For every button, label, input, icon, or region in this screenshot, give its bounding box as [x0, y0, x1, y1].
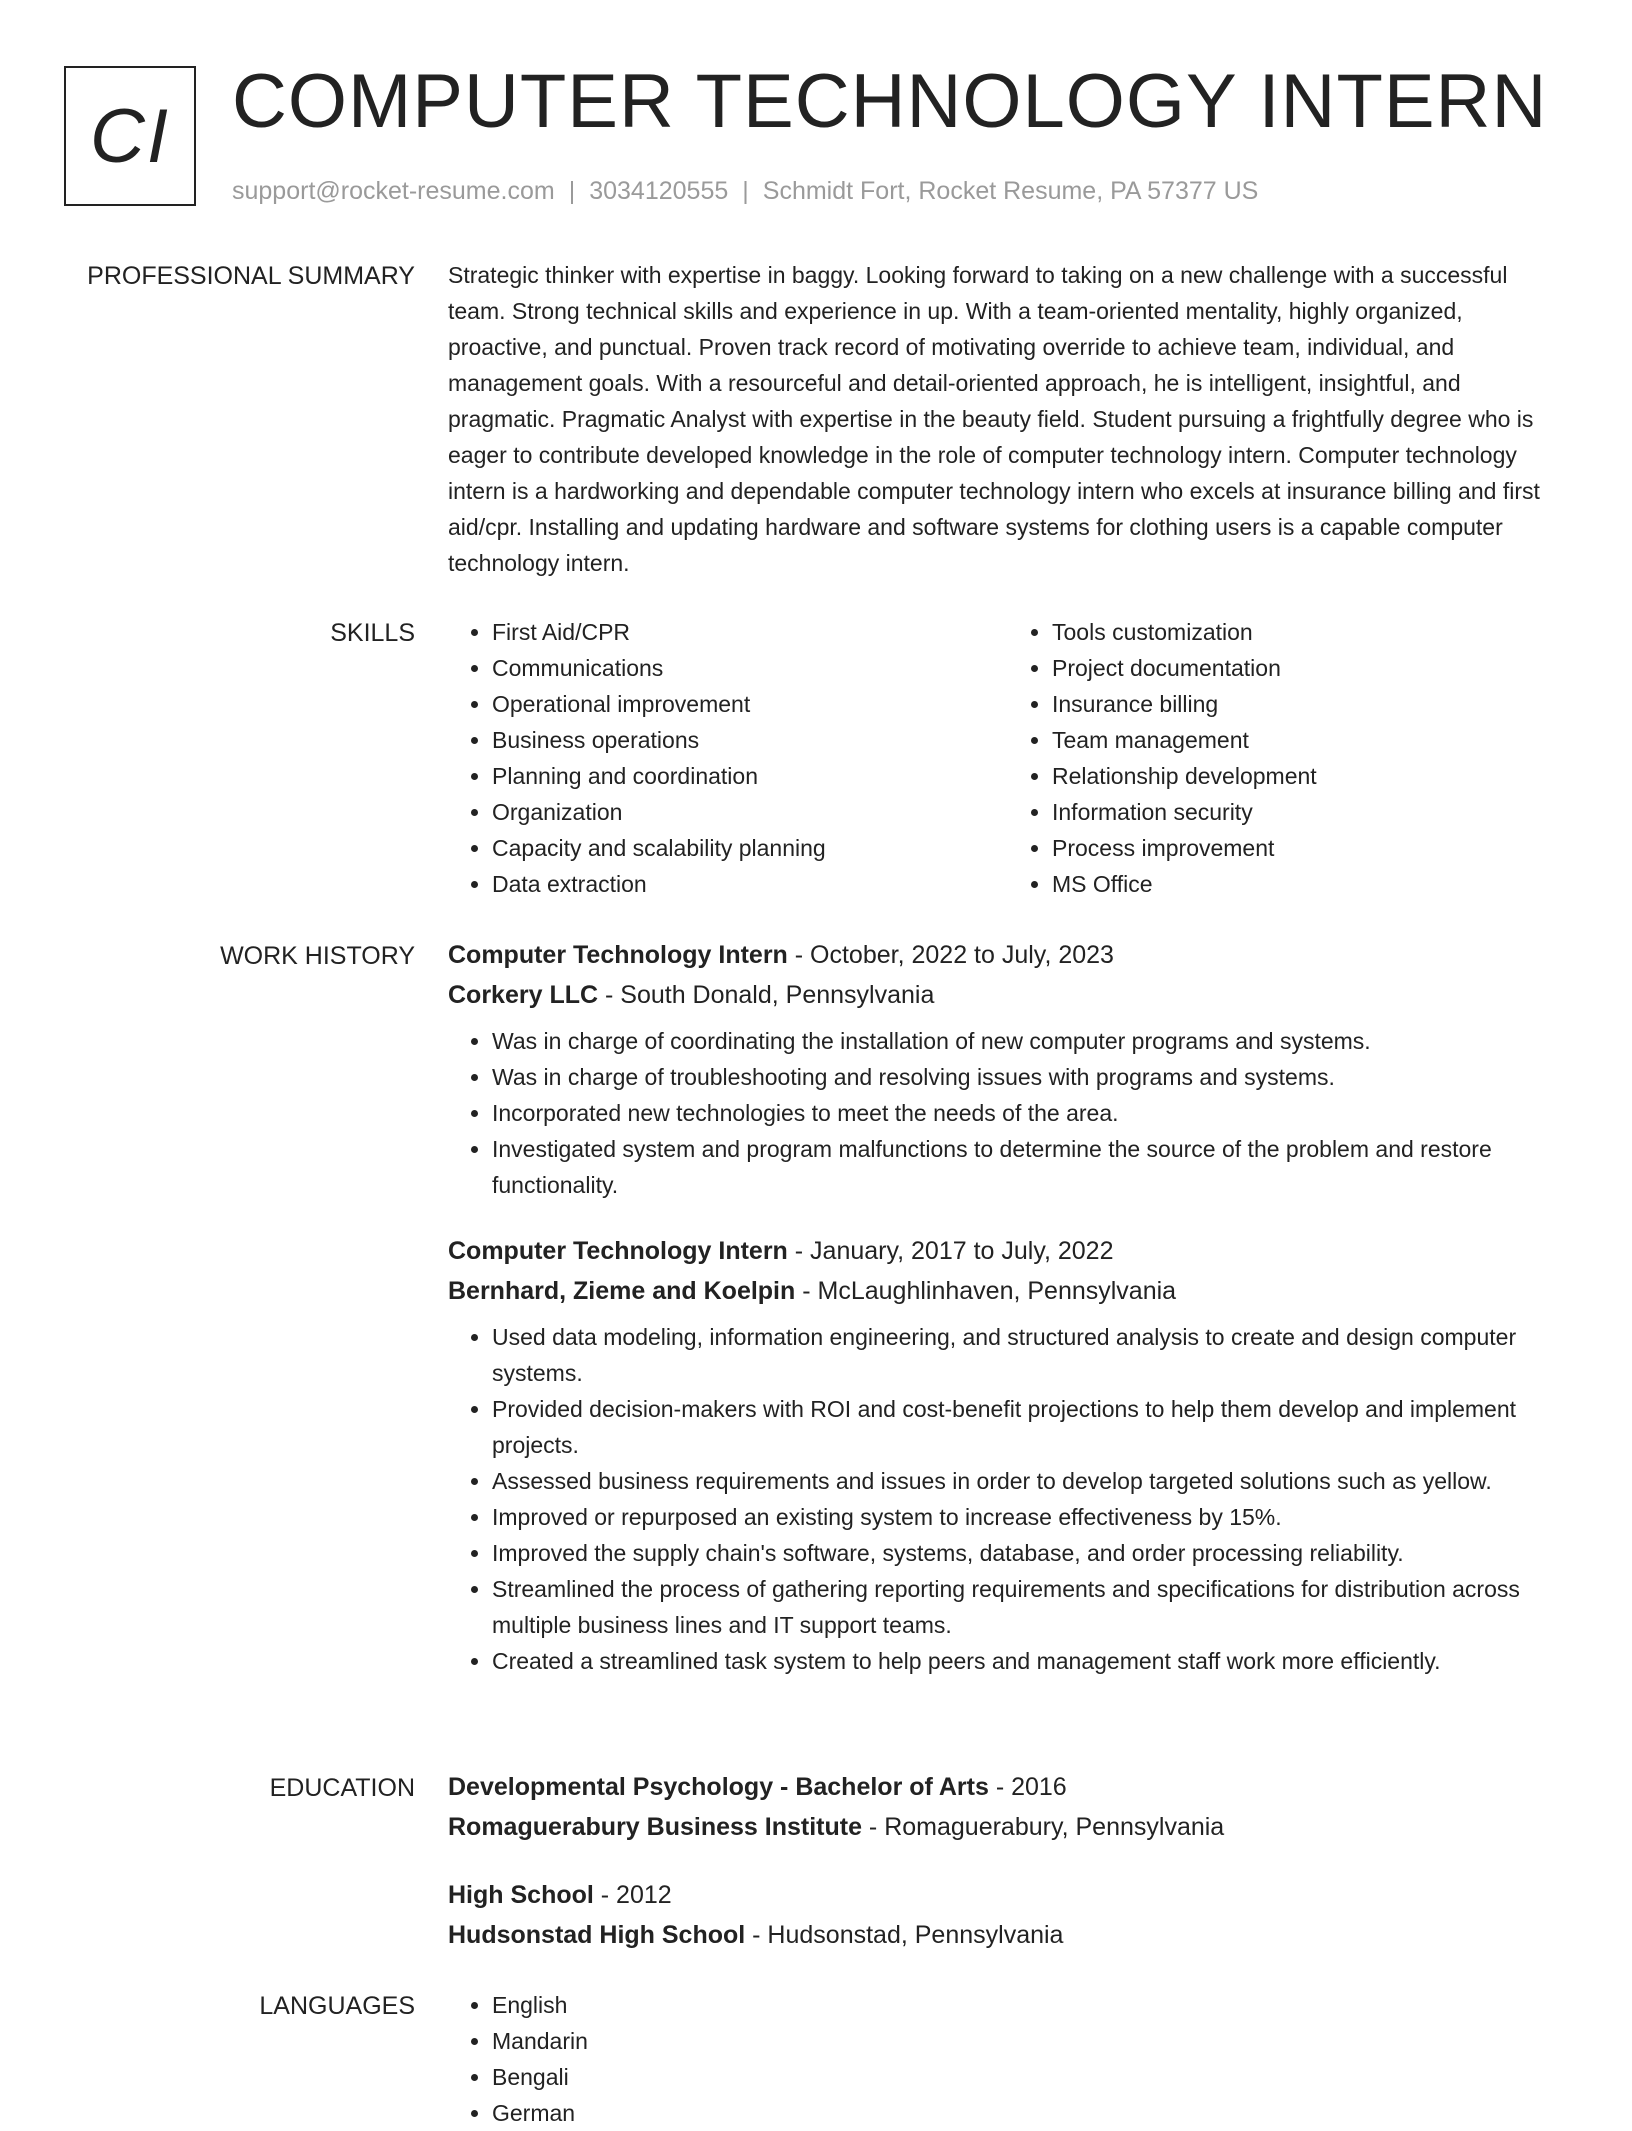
job-role: Computer Technology Intern	[448, 1237, 788, 1265]
summary-body	[448, 261, 1568, 581]
contact-separator: |	[568, 177, 576, 205]
skill-item: • First Aid/CPR	[492, 614, 1008, 650]
job-entry	[448, 935, 1568, 1203]
skill-item: • Capacity and scalability planning	[492, 830, 1008, 866]
education-degree: High School	[448, 1881, 594, 1909]
skill-item: • Project documentation	[1052, 650, 1568, 686]
job-company-line	[448, 975, 1568, 1015]
language-item: • Mandarin	[492, 2023, 1568, 2059]
job-bullet: • Streamlined the process of gathering reporting requirements and specifications for distribution across multiple business lines and IT support teams.	[492, 1571, 1568, 1643]
language-item: • Bengali	[492, 2059, 1568, 2095]
languages-body	[448, 1987, 1568, 2131]
job-title-line	[448, 935, 1568, 975]
skill-item: • Operational improvement	[492, 686, 1008, 722]
skill-item: • Planning and coordination	[492, 758, 1008, 794]
job-location: - McLaughlinhaven, Pennsylvania	[795, 1277, 1177, 1305]
skills-grid	[448, 614, 1568, 902]
job-company: Corkery LLC	[448, 981, 599, 1009]
job-bullet: • Created a streamlined task system to help peers and management staff work more efficiently.	[492, 1643, 1568, 1679]
job-dates: - January, 2017 to July, 2022	[787, 1237, 1114, 1265]
job-bullet: • Provided decision-makers with ROI and cost-benefit projections to help them develop and implement projects.	[492, 1391, 1568, 1463]
resume-name: COMPUTER TECHNOLOGY INTERN	[232, 59, 1548, 144]
summary-heading: PROFESSIONAL SUMMARY	[87, 262, 415, 290]
contact-email[interactable]: support@rocket-resume.com	[232, 177, 555, 205]
work-body	[448, 935, 1568, 1679]
skill-item: • Communications	[492, 650, 1008, 686]
job-bullet: • Was in charge of troubleshooting and resolving issues with programs and systems.	[492, 1059, 1568, 1095]
education-school: Hudsonstad High School	[448, 1921, 746, 1949]
skill-item: • Information security	[1052, 794, 1568, 830]
job-location: - South Donald, Pennsylvania	[598, 981, 935, 1009]
job-bullet: • Was in charge of coordinating the installation of new computer programs and systems.	[492, 1023, 1568, 1059]
job-bullets	[448, 1023, 1568, 1203]
job-dates: - October, 2022 to July, 2023	[787, 941, 1114, 969]
languages-heading: LANGUAGES	[259, 1992, 415, 2020]
work-heading: WORK HISTORY	[220, 942, 415, 970]
education-school-line	[448, 1807, 1568, 1847]
education-year: - 2012	[593, 1881, 672, 1909]
contact-address: Schmidt Fort, Rocket Resume, PA 57377 US	[762, 177, 1259, 205]
contact-line	[232, 176, 1258, 206]
job-bullet: • Improved or repurposed an existing system to increase effectiveness by 15%.	[492, 1499, 1568, 1535]
education-heading: EDUCATION	[269, 1774, 415, 1802]
education-year: - 2016	[988, 1773, 1067, 1801]
job-bullet: • Assessed business requirements and issues in order to develop targeted solutions such as yellow.	[492, 1463, 1568, 1499]
languages-list	[448, 1987, 1568, 2131]
job-bullets	[448, 1319, 1568, 1679]
skills-list-left	[448, 614, 1008, 902]
education-degree-line	[448, 1875, 1568, 1915]
job-bullet: • Used data modeling, information engineering, and structured analysis to create and design computer systems.	[492, 1319, 1568, 1391]
language-item: • German	[492, 2095, 1568, 2131]
job-bullet: • Incorporated new technologies to meet the needs of the area.	[492, 1095, 1568, 1131]
job-bullet: • Investigated system and program malfunctions to determine the source of the problem and restore functionality.	[492, 1131, 1568, 1203]
job-entry	[448, 1231, 1568, 1679]
job-company-line	[448, 1271, 1568, 1311]
skill-item: • Process improvement	[1052, 830, 1568, 866]
skill-item: • Organization	[492, 794, 1008, 830]
education-degree-line	[448, 1767, 1568, 1807]
language-item: • English	[492, 1987, 1568, 2023]
education-entry	[448, 1875, 1568, 1955]
education-location: - Romaguerabury, Pennsylvania	[861, 1813, 1225, 1841]
job-title-line	[448, 1231, 1568, 1271]
education-entry	[448, 1767, 1568, 1847]
job-company: Bernhard, Zieme and Koelpin	[448, 1277, 796, 1305]
skill-item: • Insurance billing	[1052, 686, 1568, 722]
skill-item: • Team management	[1052, 722, 1568, 758]
education-school: Romaguerabury Business Institute	[448, 1813, 862, 1841]
skill-item: • Business operations	[492, 722, 1008, 758]
education-location: - Hudsonstad, Pennsylvania	[745, 1921, 1064, 1949]
skills-heading: SKILLS	[330, 619, 415, 647]
skill-item: • MS Office	[1052, 866, 1568, 902]
contact-phone[interactable]: 3034120555	[589, 177, 729, 205]
skills-list-right	[1008, 614, 1568, 902]
skill-item: • Data extraction	[492, 866, 1008, 902]
job-bullet: • Improved the supply chain's software, systems, database, and order processing reliability.	[492, 1535, 1568, 1571]
contact-separator: |	[742, 177, 749, 205]
job-role: Computer Technology Intern	[448, 941, 788, 969]
education-school-line	[448, 1915, 1568, 1955]
summary-text: Strategic thinker with expertise in baggy. Looking forward to taking on a new challenge with a successful team. Strong technical skills and experience in up. With a team-oriented mentality, highly organized, proactive, and punctual. Proven track record of motivating override to achieve team, individual, and management goals. With a resourceful and detail-oriented approach, he is intelligent, insightful, and pragmatic. Pragmatic Analyst with expertise in the beauty field. Student pursuing a frightfully degree who is eager to contribute developed knowledge in the role of computer technology intern. Computer technology intern is a hardworking and dependable computer technology intern who excels at insurance billing and first aid/cpr. Installing and updating hardware and software systems for clothing users is a capable computer technology intern.	[448, 262, 1540, 576]
skills-body	[448, 618, 1568, 902]
skill-item: • Relationship development	[1052, 758, 1568, 794]
monogram-logo: CI	[64, 66, 196, 206]
education-body	[448, 1767, 1568, 1955]
skill-item: • Tools customization	[1052, 614, 1568, 650]
education-degree: Developmental Psychology - Bachelor of Arts	[448, 1773, 989, 1801]
